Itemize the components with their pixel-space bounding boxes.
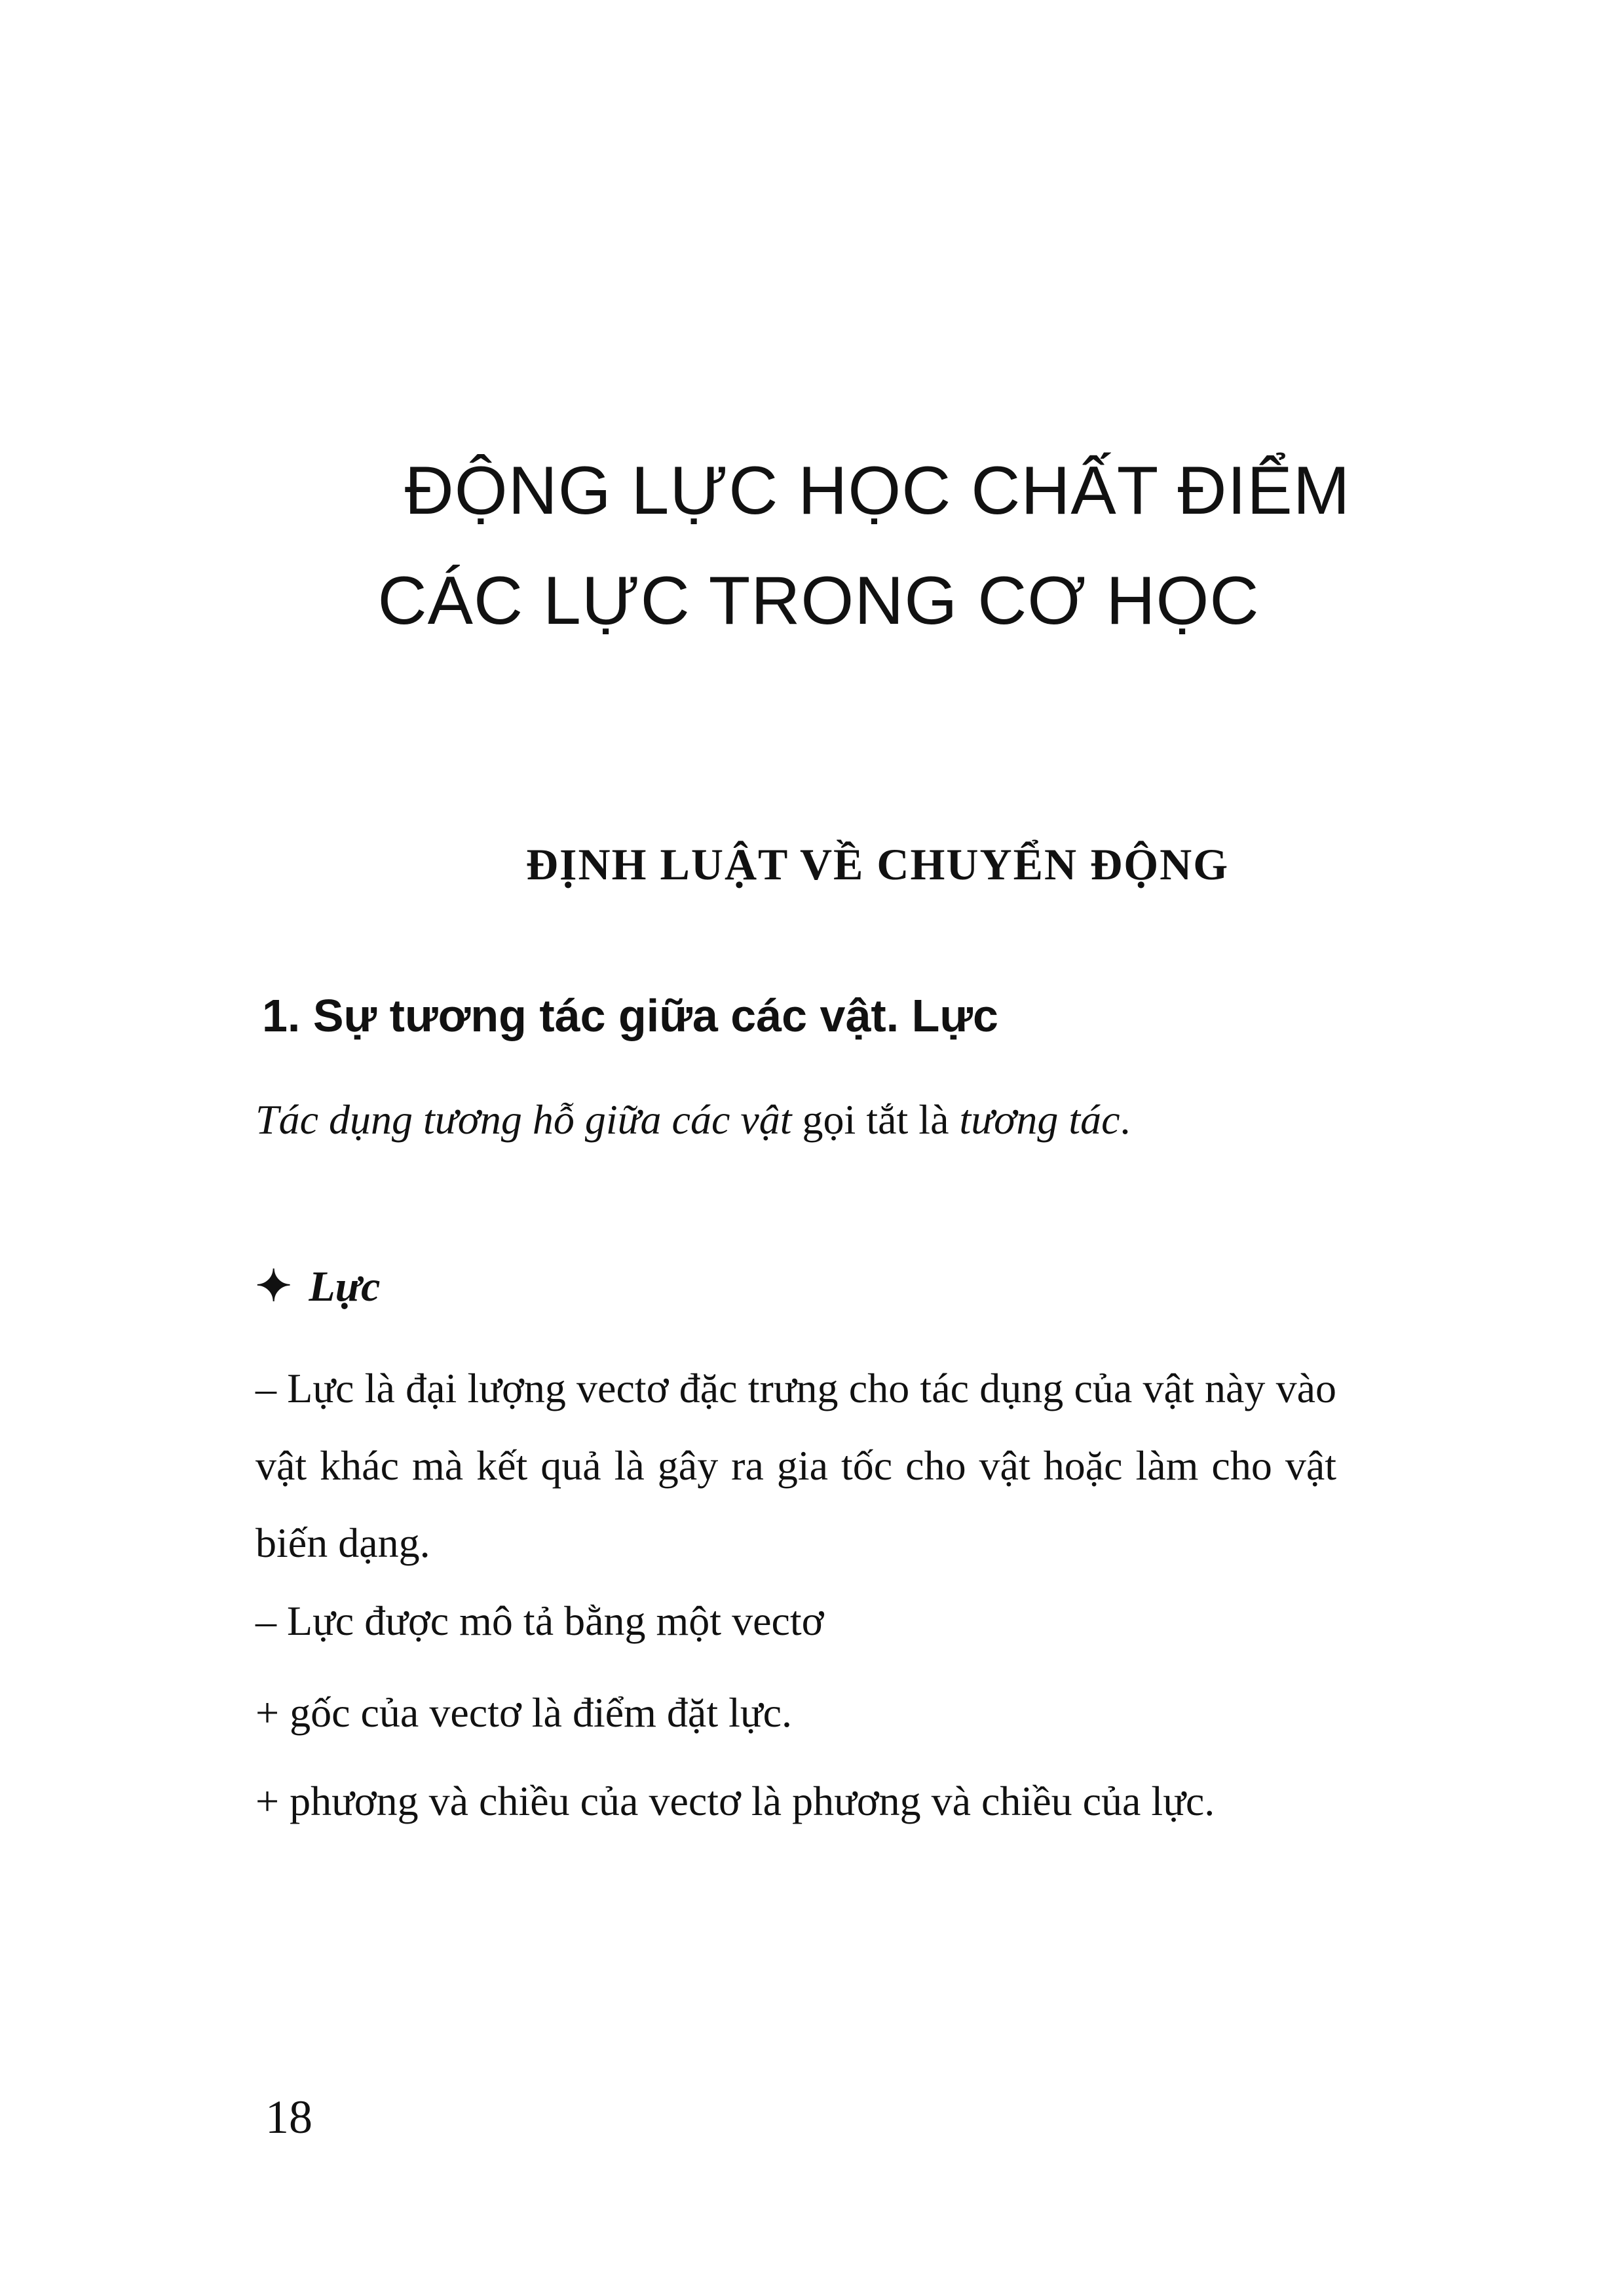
force-heading [255,1248,1336,1326]
section-title: ĐỊNH LUẬT VỀ CHUYỂN ĐỘNG [525,839,1230,889]
chapter-title-line-2: CÁC LỰC TRONG CƠ HỌC [377,563,1260,639]
intro-period: . [1120,1096,1131,1143]
force-definition-paragraph: – Lực là đại lượng vectơ đặc trưng cho tác dụng của vật này vào vật khác mà kết quả là gây ra gia tốc cho vật hoặc làm cho vật biến dạng. [255,1365,1336,1566]
chapter-title-line-1: ĐỘNG LỰC HỌC CHẤT ĐIỂM [404,453,1351,529]
four-point-star-icon: ✦ [255,1263,292,1311]
force-vector-description: – Lực được mô tả bằng một vectơ [255,1598,824,1644]
force-direction-point: + phương và chiều của vectơ là phương và chiều của lực. [255,1778,1215,1824]
intro-term: tương tác [959,1096,1120,1143]
intro-italic-phrase: Tác dụng tương hỗ giữa các vật [255,1096,792,1143]
subsection-title: 1. Sự tương tác giữa các vật. Lực [262,990,998,1041]
intro-plain-text: gọi tắt là [791,1096,960,1143]
page-number: 18 [265,2091,312,2143]
force-origin-point: + gốc của vectơ là điểm đặt lực. [255,1689,792,1736]
intro-paragraph [255,1081,1336,1158]
force-heading-label: Lực [309,1263,381,1311]
